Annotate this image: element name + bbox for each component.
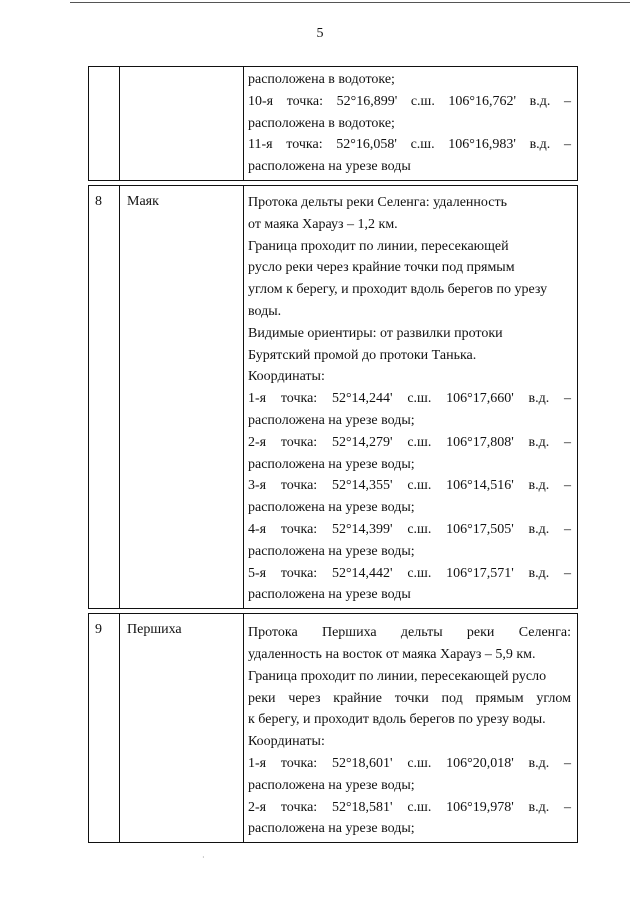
description-line: расположена в водотоке; <box>248 72 395 87</box>
row-name: Першиха <box>127 622 182 638</box>
column-divider <box>119 67 120 180</box>
description-line: расположена на урезе воды; <box>248 500 415 516</box>
table-row <box>88 613 578 843</box>
row-name: Маяк <box>127 193 159 209</box>
row-description <box>248 614 577 842</box>
description-line: воды. <box>248 303 282 319</box>
row-description <box>248 186 577 608</box>
description-line: русло реки через крайние точки под прямым <box>248 260 515 276</box>
column-divider <box>243 186 244 608</box>
row-description <box>248 67 577 180</box>
column-divider <box>243 614 244 842</box>
description-line: расположена на урезе воды; <box>248 777 415 793</box>
description-line: расположена на урезе воды; <box>248 456 415 472</box>
zones-table <box>88 66 578 843</box>
table-row <box>88 66 578 181</box>
description-line: углом к берегу, и проходит вдоль берегов по урезу <box>248 282 548 298</box>
page-top-border <box>70 2 630 3</box>
description-line: 10-я точка: 52°16,899' с.ш. 106°16,762' в.д. – <box>248 93 571 109</box>
description-line: Граница проходит по линии, пересекающей <box>248 238 509 254</box>
description-line: Видимые ориентиры: от развилки протоки <box>248 325 503 341</box>
description-line: 4-я точка: 52°14,399' с.ш. 106°17,505' в.д. – <box>248 521 571 537</box>
description-line: к берегу, и проходит вдоль берегов по урезу воды. <box>248 712 546 728</box>
description-line: 5-я точка: 52°14,442' с.ш. 106°17,571' в.д. – <box>248 565 571 581</box>
description-line: расположена на урезе воды; <box>248 412 415 428</box>
description-line: Координаты: <box>248 369 325 385</box>
description-line: расположена в водотоке; <box>248 115 395 131</box>
description-line: 1-я точка: 52°14,244' с.ш. 106°17,660' в.д. – <box>248 391 571 407</box>
description-line: Протока дельты реки Селенга: удаленность <box>248 194 507 210</box>
description-line: 11-я точка: 52°16,058' с.ш. 106°16,983' в.д. – <box>248 137 571 153</box>
description-line: расположена на урезе воды; <box>248 821 415 837</box>
description-line: расположена на урезе воды <box>248 587 411 603</box>
description-line: 1-я точка: 52°18,601' с.ш. 106°20,018' в.д. – <box>248 755 571 771</box>
description-line: расположена на урезе воды <box>248 159 411 175</box>
row-number: 9 <box>95 622 102 638</box>
description-line: Бурятский промой до протоки Танька. <box>248 347 477 363</box>
scan-speck: · <box>202 853 205 862</box>
description-line: Координаты: <box>248 734 325 750</box>
description-line: удаленность на восток от маяка Харауз – 5,9 км. <box>248 646 536 662</box>
page-number: 5 <box>316 26 324 41</box>
description-line: 3-я точка: 52°14,355' с.ш. 106°14,516' в.д. – <box>248 478 571 494</box>
description-line: Протока Першиха дельты реки Селенга: <box>248 625 571 641</box>
description-line: 2-я точка: 52°14,279' с.ш. 106°17,808' в.д. – <box>248 434 571 450</box>
row-number: 8 <box>95 193 102 209</box>
description-line: реки через крайние точки под прямым углом <box>248 690 571 706</box>
description-line: 2-я точка: 52°18,581' с.ш. 106°19,978' в.д. – <box>248 799 571 815</box>
description-line: от маяка Харауз – 1,2 км. <box>248 216 398 232</box>
description-line: Граница проходит по линии, пересекающей русло <box>248 668 547 684</box>
column-divider <box>243 67 244 180</box>
table-row <box>88 185 578 609</box>
description-line: расположена на урезе воды; <box>248 543 415 559</box>
column-divider <box>119 186 120 608</box>
column-divider <box>119 614 120 842</box>
